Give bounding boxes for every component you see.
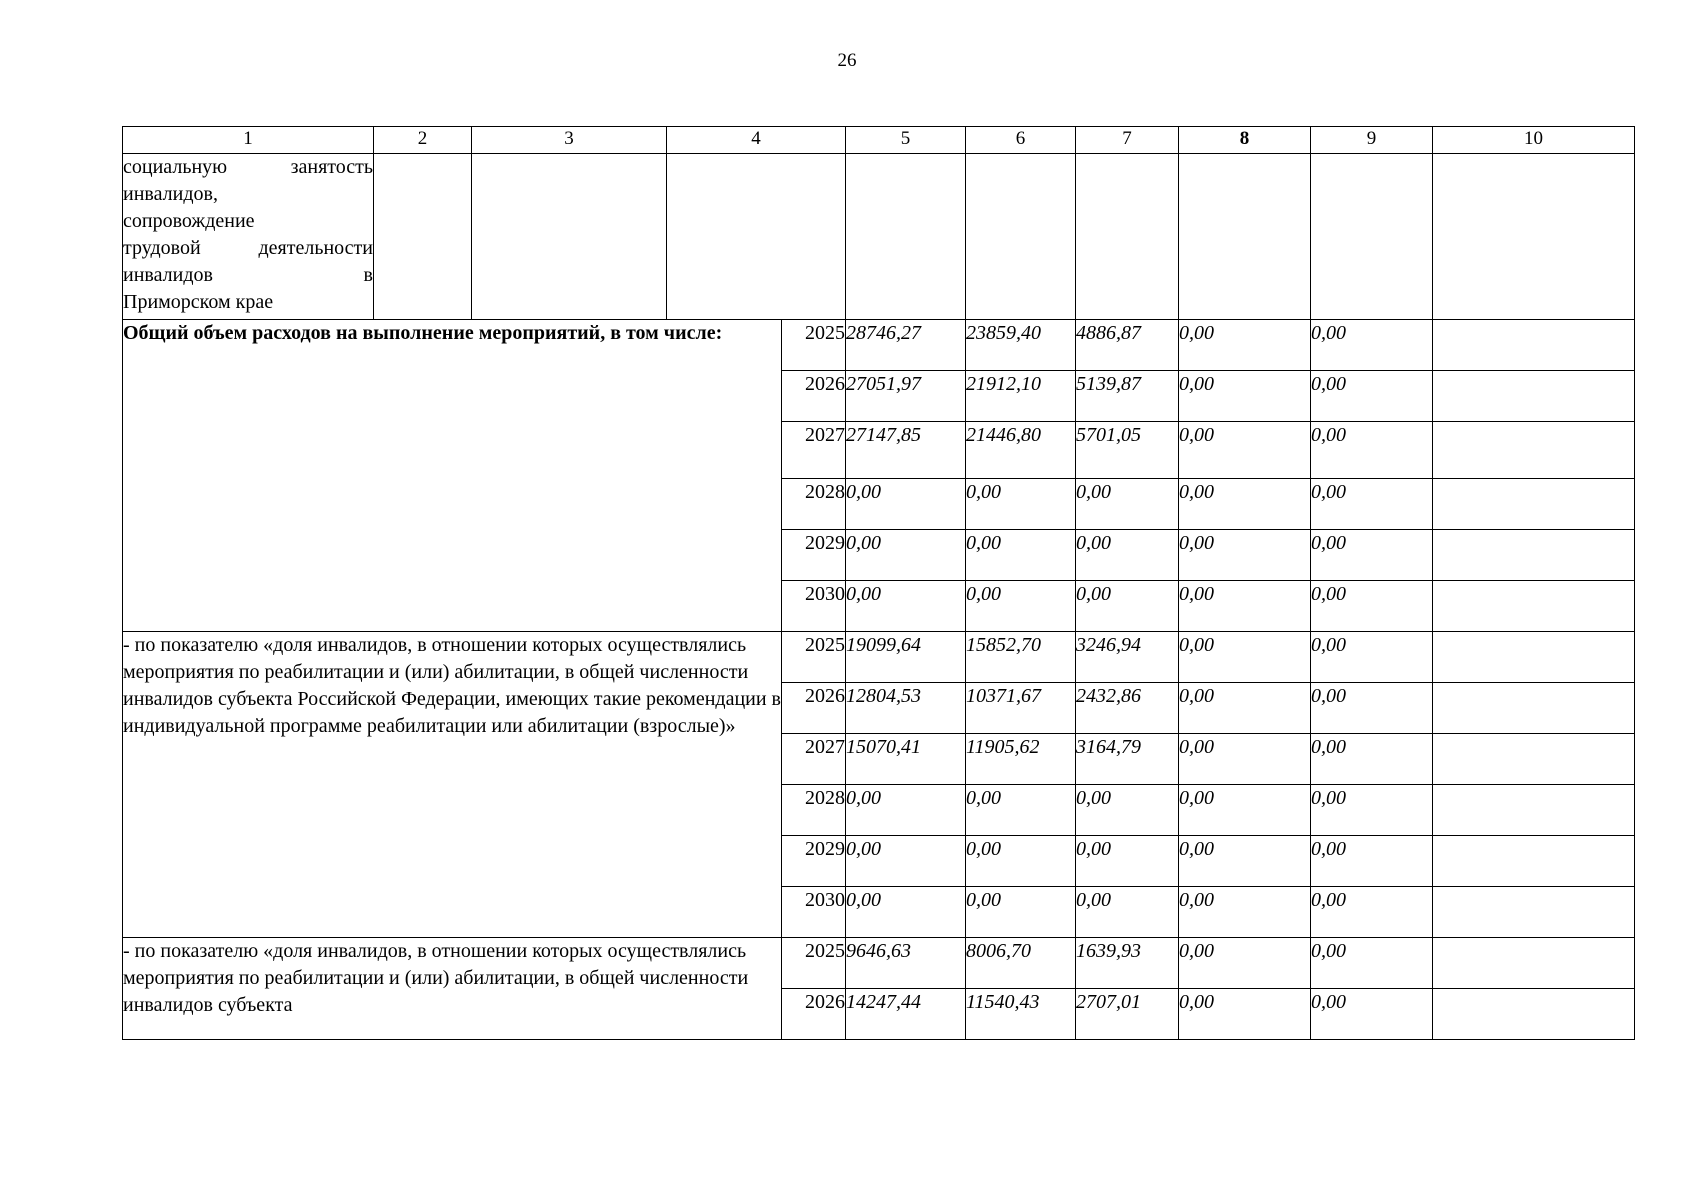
value-cell-7: 0,00 bbox=[1076, 836, 1179, 887]
year-cell: 2028 bbox=[782, 785, 846, 836]
year-cell: 2026 bbox=[782, 683, 846, 734]
empty-cell bbox=[1433, 632, 1635, 683]
value-cell-7: 0,00 bbox=[1076, 530, 1179, 581]
value-cell-5: 12804,53 bbox=[846, 683, 966, 734]
value-cell-5: 0,00 bbox=[846, 836, 966, 887]
year-cell: 2026 bbox=[782, 989, 846, 1040]
empty-cell bbox=[472, 154, 667, 320]
value-cell-6: 0,00 bbox=[966, 581, 1076, 632]
year-cell: 2025 bbox=[782, 320, 846, 371]
value-cell-7: 3246,94 bbox=[1076, 632, 1179, 683]
year-cell: 2027 bbox=[782, 734, 846, 785]
value-cell-6: 0,00 bbox=[966, 479, 1076, 530]
column-header-10: 10 bbox=[1433, 127, 1635, 154]
value-cell-7: 3164,79 bbox=[1076, 734, 1179, 785]
value-cell-8: 0,00 bbox=[1179, 836, 1311, 887]
value-cell-9: 0,00 bbox=[1311, 371, 1433, 422]
value-cell-8: 0,00 bbox=[1179, 320, 1311, 371]
value-cell-6: 11905,62 bbox=[966, 734, 1076, 785]
year-cell: 2030 bbox=[782, 887, 846, 938]
value-cell-6: 0,00 bbox=[966, 836, 1076, 887]
empty-cell bbox=[1433, 154, 1635, 320]
value-cell-8: 0,00 bbox=[1179, 989, 1311, 1040]
table-row bbox=[123, 632, 1635, 683]
empty-cell bbox=[1433, 371, 1635, 422]
year-cell: 2028 bbox=[782, 479, 846, 530]
value-cell-8: 0,00 bbox=[1179, 479, 1311, 530]
empty-cell bbox=[1433, 530, 1635, 581]
value-cell-7: 0,00 bbox=[1076, 887, 1179, 938]
value-cell-9: 0,00 bbox=[1311, 938, 1433, 989]
value-cell-6: 10371,67 bbox=[966, 683, 1076, 734]
empty-cell bbox=[1433, 938, 1635, 989]
value-cell-7: 5139,87 bbox=[1076, 371, 1179, 422]
empty-cell bbox=[1433, 887, 1635, 938]
column-header-3: 3 bbox=[472, 127, 667, 154]
value-cell-6: 8006,70 bbox=[966, 938, 1076, 989]
budget-table bbox=[122, 126, 1635, 1040]
empty-cell bbox=[1433, 785, 1635, 836]
empty-cell bbox=[1311, 154, 1433, 320]
continuation-line: социальную занятость bbox=[123, 156, 373, 178]
value-cell-6: 0,00 bbox=[966, 785, 1076, 836]
column-header-1: 1 bbox=[123, 127, 374, 154]
value-cell-6: 21912,10 bbox=[966, 371, 1076, 422]
continuation-line: инвалидов, bbox=[123, 183, 218, 205]
empty-cell bbox=[1433, 683, 1635, 734]
empty-cell bbox=[1433, 581, 1635, 632]
value-cell-9: 0,00 bbox=[1311, 989, 1433, 1040]
value-cell-5: 19099,64 bbox=[846, 632, 966, 683]
value-cell-5: 14247,44 bbox=[846, 989, 966, 1040]
value-cell-5: 15070,41 bbox=[846, 734, 966, 785]
column-header-4: 4 bbox=[667, 127, 846, 154]
continuation-row bbox=[123, 154, 1635, 320]
value-cell-7: 4886,87 bbox=[1076, 320, 1179, 371]
value-cell-8: 0,00 bbox=[1179, 683, 1311, 734]
empty-cell bbox=[374, 154, 472, 320]
continuation-line: трудовой деятельности bbox=[123, 237, 373, 259]
value-cell-8: 0,00 bbox=[1179, 371, 1311, 422]
section-label: - по показателю «доля инвалидов, в отношении которых осуществлялись мероприятия по реабилитации и (или) абилитации, в общей численности инвалидов субъекта Российской Федерации, имеющих такие рекомендации в индивидуальной программе реабилитации или абилитации (взрослые)» bbox=[123, 632, 782, 938]
year-cell: 2025 bbox=[782, 632, 846, 683]
value-cell-7: 1639,93 bbox=[1076, 938, 1179, 989]
empty-cell bbox=[1433, 836, 1635, 887]
value-cell-5: 27051,97 bbox=[846, 371, 966, 422]
continuation-line: сопровождение bbox=[123, 210, 255, 232]
value-cell-6: 0,00 bbox=[966, 530, 1076, 581]
section-label: - по показателю «доля инвалидов, в отношении которых осуществлялись мероприятия по реабилитации и (или) абилитации, в общей численности инвалидов субъекта bbox=[123, 938, 782, 1040]
empty-cell bbox=[667, 154, 846, 320]
value-cell-9: 0,00 bbox=[1311, 320, 1433, 371]
year-cell: 2029 bbox=[782, 836, 846, 887]
empty-cell bbox=[1433, 320, 1635, 371]
value-cell-7: 0,00 bbox=[1076, 785, 1179, 836]
value-cell-8: 0,00 bbox=[1179, 938, 1311, 989]
section-label: Общий объем расходов на выполнение мероприятий, в том числе: bbox=[123, 320, 782, 632]
continuation-line: инвалидов в bbox=[123, 264, 373, 286]
empty-cell bbox=[966, 154, 1076, 320]
year-cell: 2027 bbox=[782, 422, 846, 479]
value-cell-7: 0,00 bbox=[1076, 581, 1179, 632]
value-cell-9: 0,00 bbox=[1311, 422, 1433, 479]
year-cell: 2025 bbox=[782, 938, 846, 989]
value-cell-9: 0,00 bbox=[1311, 887, 1433, 938]
continuation-text bbox=[123, 154, 374, 320]
value-cell-6: 0,00 bbox=[966, 887, 1076, 938]
empty-cell bbox=[1076, 154, 1179, 320]
value-cell-6: 11540,43 bbox=[966, 989, 1076, 1040]
continuation-line: Приморском крае bbox=[123, 291, 274, 313]
column-header-2: 2 bbox=[374, 127, 472, 154]
value-cell-8: 0,00 bbox=[1179, 734, 1311, 785]
value-cell-9: 0,00 bbox=[1311, 479, 1433, 530]
value-cell-7: 0,00 bbox=[1076, 479, 1179, 530]
empty-cell bbox=[1433, 422, 1635, 479]
year-cell: 2030 bbox=[782, 581, 846, 632]
empty-cell bbox=[1179, 154, 1311, 320]
empty-cell bbox=[1433, 479, 1635, 530]
value-cell-5: 9646,63 bbox=[846, 938, 966, 989]
empty-cell bbox=[1433, 989, 1635, 1040]
value-cell-7: 2432,86 bbox=[1076, 683, 1179, 734]
year-cell: 2026 bbox=[782, 371, 846, 422]
value-cell-5: 28746,27 bbox=[846, 320, 966, 371]
empty-cell bbox=[846, 154, 966, 320]
value-cell-8: 0,00 bbox=[1179, 785, 1311, 836]
value-cell-9: 0,00 bbox=[1311, 581, 1433, 632]
value-cell-7: 2707,01 bbox=[1076, 989, 1179, 1040]
value-cell-5: 27147,85 bbox=[846, 422, 966, 479]
year-cell: 2029 bbox=[782, 530, 846, 581]
column-header-5: 5 bbox=[846, 127, 966, 154]
value-cell-9: 0,00 bbox=[1311, 530, 1433, 581]
value-cell-5: 0,00 bbox=[846, 887, 966, 938]
value-cell-9: 0,00 bbox=[1311, 785, 1433, 836]
empty-cell bbox=[1433, 734, 1635, 785]
column-header-8: 8 bbox=[1179, 127, 1311, 154]
value-cell-5: 0,00 bbox=[846, 785, 966, 836]
value-cell-7: 5701,05 bbox=[1076, 422, 1179, 479]
value-cell-6: 15852,70 bbox=[966, 632, 1076, 683]
header-row bbox=[123, 127, 1635, 154]
sections-body bbox=[123, 320, 1635, 1040]
value-cell-8: 0,00 bbox=[1179, 887, 1311, 938]
value-cell-9: 0,00 bbox=[1311, 683, 1433, 734]
table-row bbox=[123, 320, 1635, 371]
value-cell-9: 0,00 bbox=[1311, 836, 1433, 887]
value-cell-5: 0,00 bbox=[846, 530, 966, 581]
value-cell-8: 0,00 bbox=[1179, 581, 1311, 632]
column-header-7: 7 bbox=[1076, 127, 1179, 154]
value-cell-5: 0,00 bbox=[846, 479, 966, 530]
value-cell-5: 0,00 bbox=[846, 581, 966, 632]
value-cell-9: 0,00 bbox=[1311, 734, 1433, 785]
value-cell-8: 0,00 bbox=[1179, 632, 1311, 683]
column-header-6: 6 bbox=[966, 127, 1076, 154]
value-cell-6: 23859,40 bbox=[966, 320, 1076, 371]
value-cell-8: 0,00 bbox=[1179, 422, 1311, 479]
table-row bbox=[123, 938, 1635, 989]
value-cell-9: 0,00 bbox=[1311, 632, 1433, 683]
value-cell-8: 0,00 bbox=[1179, 530, 1311, 581]
page-number: 26 bbox=[837, 50, 857, 71]
value-cell-6: 21446,80 bbox=[966, 422, 1076, 479]
column-header-9: 9 bbox=[1311, 127, 1433, 154]
